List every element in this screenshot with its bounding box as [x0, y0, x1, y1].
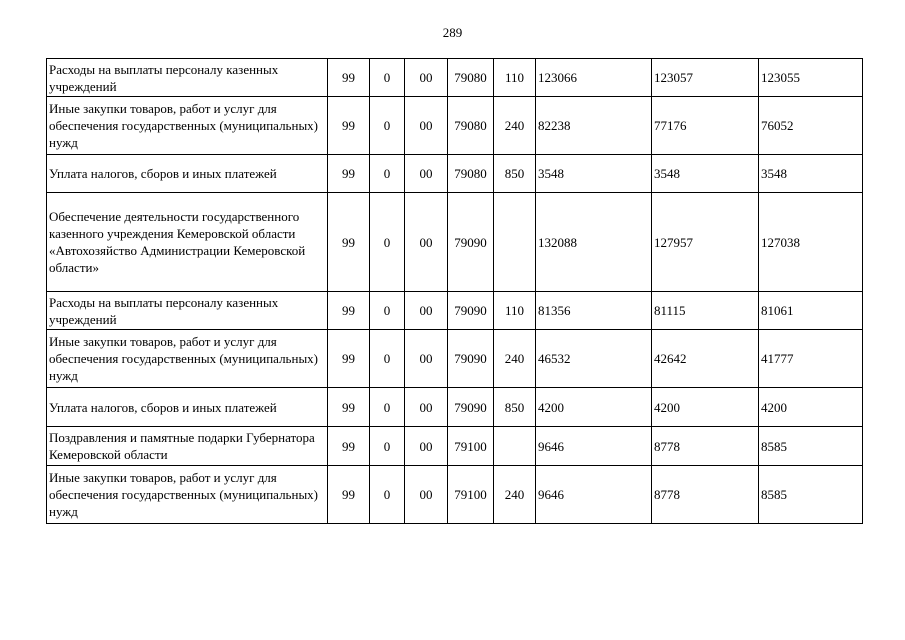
expense-direction-code: 79090 [448, 292, 494, 330]
expense-type-code: 110 [494, 59, 536, 97]
expense-direction-code: 79080 [448, 59, 494, 97]
expense-direction-code: 79100 [448, 427, 494, 466]
amount-year-1: 82238 [536, 97, 652, 155]
subprogram-code: 0 [370, 59, 405, 97]
expense-type-code: 850 [494, 155, 536, 193]
amount-year-2: 123057 [652, 59, 759, 97]
amount-year-3: 8585 [759, 466, 863, 524]
table-row [47, 193, 863, 292]
program-code: 99 [328, 97, 370, 155]
amount-year-1: 81356 [536, 292, 652, 330]
expense-type-code: 240 [494, 97, 536, 155]
amount-year-1: 46532 [536, 330, 652, 388]
main-event-code: 00 [405, 388, 448, 427]
expense-type-code [494, 427, 536, 466]
table-row [47, 155, 863, 193]
table-row [47, 97, 863, 155]
main-event-code: 00 [405, 59, 448, 97]
program-code: 99 [328, 427, 370, 466]
subprogram-code: 0 [370, 97, 405, 155]
table-row [47, 292, 863, 330]
expense-direction-code: 79080 [448, 97, 494, 155]
amount-year-2: 8778 [652, 466, 759, 524]
program-code: 99 [328, 193, 370, 292]
row-description: Иные закупки товаров, работ и услуг для обеспечения государственных (муниципальных) нужд [47, 97, 328, 155]
program-code: 99 [328, 292, 370, 330]
subprogram-code: 0 [370, 388, 405, 427]
expense-type-code: 240 [494, 466, 536, 524]
subprogram-code: 0 [370, 155, 405, 193]
expense-direction-code: 79090 [448, 388, 494, 427]
amount-year-3: 3548 [759, 155, 863, 193]
amount-year-1: 4200 [536, 388, 652, 427]
main-event-code: 00 [405, 193, 448, 292]
main-event-code: 00 [405, 97, 448, 155]
budget-table [46, 58, 863, 524]
subprogram-code: 0 [370, 193, 405, 292]
row-description: Уплата налогов, сборов и иных платежей [47, 155, 328, 193]
subprogram-code: 0 [370, 330, 405, 388]
amount-year-3: 41777 [759, 330, 863, 388]
subprogram-code: 0 [370, 427, 405, 466]
amount-year-1: 123066 [536, 59, 652, 97]
row-description: Иные закупки товаров, работ и услуг для обеспечения государственных (муниципальных) нужд [47, 466, 328, 524]
expense-direction-code: 79090 [448, 193, 494, 292]
main-event-code: 00 [405, 292, 448, 330]
program-code: 99 [328, 388, 370, 427]
expense-direction-code: 79080 [448, 155, 494, 193]
amount-year-1: 9646 [536, 427, 652, 466]
main-event-code: 00 [405, 427, 448, 466]
amount-year-3: 8585 [759, 427, 863, 466]
amount-year-2: 3548 [652, 155, 759, 193]
program-code: 99 [328, 466, 370, 524]
amount-year-2: 127957 [652, 193, 759, 292]
amount-year-2: 42642 [652, 330, 759, 388]
expense-direction-code: 79100 [448, 466, 494, 524]
subprogram-code: 0 [370, 292, 405, 330]
table-row [47, 59, 863, 97]
amount-year-2: 81115 [652, 292, 759, 330]
amount-year-2: 77176 [652, 97, 759, 155]
amount-year-3: 81061 [759, 292, 863, 330]
table-row [47, 330, 863, 388]
row-description: Расходы на выплаты персоналу казенных учреждений [47, 292, 328, 330]
row-description: Обеспечение деятельности государственного казенного учреждения Кемеровской области «Автохозяйство Администрации Кемеровской области» [47, 193, 328, 292]
row-description: Уплата налогов, сборов и иных платежей [47, 388, 328, 427]
row-description: Иные закупки товаров, работ и услуг для обеспечения государственных (муниципальных) нужд [47, 330, 328, 388]
expense-type-code [494, 193, 536, 292]
amount-year-1: 9646 [536, 466, 652, 524]
expense-type-code: 240 [494, 330, 536, 388]
expense-type-code: 850 [494, 388, 536, 427]
program-code: 99 [328, 59, 370, 97]
subprogram-code: 0 [370, 466, 405, 524]
expense-direction-code: 79090 [448, 330, 494, 388]
program-code: 99 [328, 155, 370, 193]
row-description: Поздравления и памятные подарки Губернатора Кемеровской области [47, 427, 328, 466]
amount-year-2: 4200 [652, 388, 759, 427]
page-number: 289 [442, 25, 463, 40]
table-row [47, 388, 863, 427]
amount-year-3: 127038 [759, 193, 863, 292]
amount-year-1: 132088 [536, 193, 652, 292]
expense-type-code: 110 [494, 292, 536, 330]
program-code: 99 [328, 330, 370, 388]
amount-year-1: 3548 [536, 155, 652, 193]
amount-year-3: 123055 [759, 59, 863, 97]
row-description: Расходы на выплаты персоналу казенных учреждений [47, 59, 328, 97]
main-event-code: 00 [405, 155, 448, 193]
main-event-code: 00 [405, 330, 448, 388]
amount-year-2: 8778 [652, 427, 759, 466]
table-row [47, 466, 863, 524]
table-row [47, 427, 863, 466]
main-event-code: 00 [405, 466, 448, 524]
amount-year-3: 76052 [759, 97, 863, 155]
amount-year-3: 4200 [759, 388, 863, 427]
